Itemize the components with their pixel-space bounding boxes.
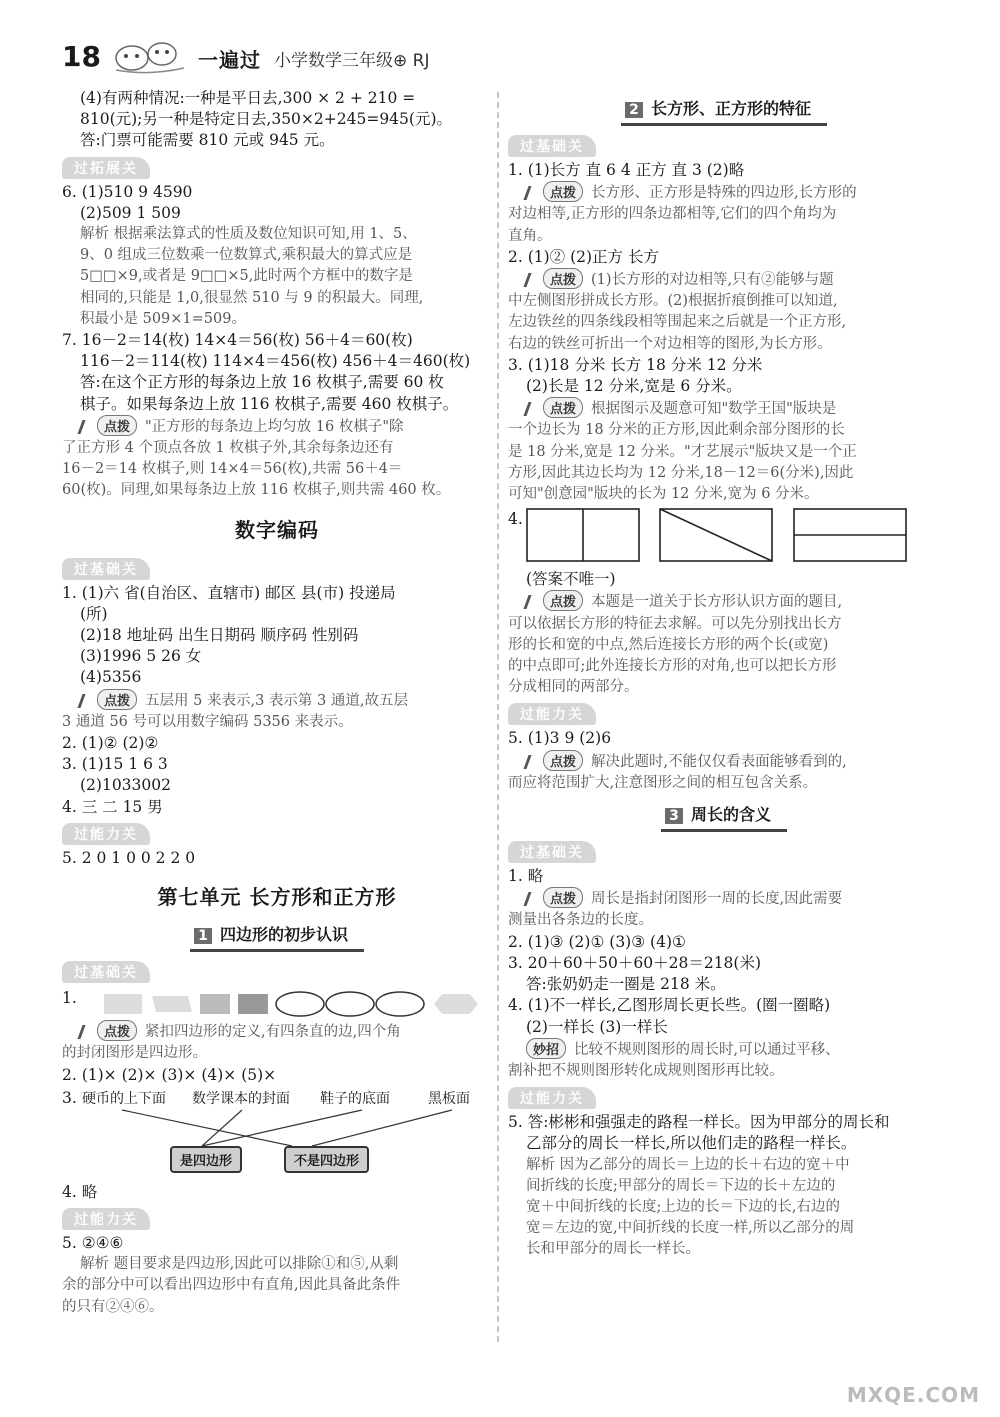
page-header xyxy=(0,30,1000,86)
answer-line: 2. (1)② (2)② xyxy=(62,734,159,753)
answer-line: (2)1033002 xyxy=(80,776,171,795)
tip-line: 方形,因此其边长均为 12 分米,18－12＝6(分米),因此 xyxy=(508,464,854,481)
analysis-line: 余的部分中可以看出四边形中有直角,因此具备此条件 xyxy=(62,1277,401,1294)
matching-diagram: 3. 硬币的上下面 数学课本的封面 鞋子的底面 黑板面 是四边形 不是四边形 xyxy=(62,1088,492,1178)
tip-badge: 点拨 xyxy=(97,415,137,436)
tag-basic: 过基础关 xyxy=(62,961,150,983)
tip-line: 点拨 解决此题时,不能仅仅看表面能够看到的, xyxy=(508,750,940,773)
tip-line: 形的长和宽的中点,然后连接长方形的两个长(或宽) xyxy=(508,636,829,653)
tag-ability: 过能力关 xyxy=(508,703,596,725)
tip-line: 点拨 紧扣四边形的定义,有四条直的边,四个角 xyxy=(62,1020,492,1043)
tip-line: 点拨 根据图示及题意可知"数学王国"版块是 xyxy=(508,397,940,420)
pencil-icon xyxy=(523,595,541,609)
tip-badge: 点拨 xyxy=(543,750,583,771)
cartoon-logo-icon xyxy=(110,36,188,76)
tip-badge: 点拨 xyxy=(543,397,583,418)
pencil-icon xyxy=(523,402,541,416)
tip-line: 可以依据长方形的特征去求解。可以先分别找出长方 xyxy=(508,615,842,632)
tip-line: 直角。 xyxy=(508,227,552,244)
tag-extend: 过拓展关 xyxy=(62,157,150,179)
analysis-line: 长和甲部分的周长一样长。 xyxy=(526,1241,700,1258)
tip-line: 点拨 本题是一道关于长方形认识方面的题目, xyxy=(508,590,940,613)
answer-line: 810(元);另一种是特定日去,350×2+245=945(元)。 xyxy=(80,110,453,129)
answer-line: 答:在这个正方形的每条边上放 16 枚棋子,需要 60 枚 xyxy=(80,373,444,392)
tip-badge: 点拨 xyxy=(543,181,583,202)
trick-line: 妙招 比较不规则图形的周长时,可以通过平移、 xyxy=(508,1038,940,1061)
tip-line: 的中点即可;此外连接长方形的对角,也可以把长方形 xyxy=(508,658,837,675)
answer-line: 2. (1)② (2)正方 长方 xyxy=(508,247,659,266)
analysis-line: 解析 根据乘法算式的性质及数位知识可知,用 1、5、 xyxy=(80,226,417,243)
answer-line: 6. (1)510 9 4590 xyxy=(62,182,193,201)
tag-ability: 过能力关 xyxy=(62,823,150,845)
trick-badge: 妙招 xyxy=(526,1038,566,1059)
subsection-title: 3 周长的含义 xyxy=(508,800,940,832)
tag-basic: 过基础关 xyxy=(508,841,596,863)
answer-line: 答:门票可能需要 810 元或 945 元。 xyxy=(80,131,335,150)
answer-line: (2)509 1 509 xyxy=(80,203,181,222)
answer-line: 1. 略 xyxy=(508,867,544,886)
tip-line: 点拨 "正方形的每条边上均匀放 16 枚棋子"除 xyxy=(62,415,492,438)
tip-line: 的封闭图形是四边形。 xyxy=(62,1045,207,1062)
diagram-label: 鞋子的底面 xyxy=(320,1090,390,1107)
answer-line: 棋子。如果每条边上放 116 枚棋子,需要 460 枚棋子。 xyxy=(80,394,459,413)
brand-logo: 一遍过 xyxy=(198,48,261,72)
pencil-icon xyxy=(77,694,95,708)
pencil-icon xyxy=(523,892,541,906)
answer-line: (2)18 地址码 出生日期码 顺序码 性别码 xyxy=(80,626,359,645)
analysis-line: 宽＝左边的宽,中间折线的长度一样,所以乙部分的周 xyxy=(526,1220,855,1237)
answer-line: 2. (1)③ (2)① (3)③ (4)① xyxy=(508,932,686,951)
answer-line: (2)一样长 (3)一样长 xyxy=(526,1017,668,1036)
diagram-label: 黑板面 xyxy=(428,1090,470,1107)
right-column xyxy=(508,88,940,1261)
shapes-figure: 1. xyxy=(62,988,492,1018)
divided-rectangles xyxy=(526,507,926,567)
tag-basic: 过基础关 xyxy=(508,135,596,157)
section-number: 1 xyxy=(194,928,212,944)
pencil-icon xyxy=(77,420,95,434)
pencil-icon xyxy=(523,755,541,769)
tip-line: 左边铁丝的四条线段相等围起来之后就是一个正方形, xyxy=(508,314,847,331)
answer-line: 5. 2 0 1 0 0 2 2 0 xyxy=(62,848,196,867)
watermark: MXQE.COM xyxy=(846,1383,980,1407)
answer-line: (4)有两种情况:一种是平日去,300 × 2 + 210 = xyxy=(80,89,416,107)
answer-line: (3)1996 5 26 女 xyxy=(80,647,202,666)
subsection-title: 2 长方形、正方形的特征 xyxy=(508,94,940,126)
unit-title: 第七单元 长方形和正方形 xyxy=(157,885,397,910)
answer-line: 5. ②④⑥ xyxy=(62,1233,124,1252)
answer-line: 1. (1)六 省(自治区、直辖市) 邮区 县(市) 投递局 xyxy=(62,583,396,602)
tip-line: 右边的铁丝可折出一个对边相等的图形,为长方形。 xyxy=(508,335,832,352)
analysis-line: 积最小是 509×1=509。 xyxy=(80,310,246,327)
tip-line: 点拨 周长是指封闭图形一周的长度,因此需要 xyxy=(508,887,940,910)
analysis-line: 解析 题目要求是四边形,因此可以排除①和⑤,从剩 xyxy=(80,1256,399,1273)
analysis-line: 的只有②④⑥。 xyxy=(62,1298,164,1315)
pencil-icon xyxy=(77,1025,95,1039)
column-divider xyxy=(497,92,499,1342)
tag-basic: 过基础关 xyxy=(62,558,150,580)
pencil-icon xyxy=(523,273,541,287)
tip-line: 16－2＝14 枚棋子,则 14×4＝56(枚),共需 56＋4＝ xyxy=(62,461,403,478)
answer-line: 116－2＝114(枚) 114×4＝456(枚) 456＋4＝460(枚) xyxy=(80,352,471,371)
tip-line: 测量出各条边的长度。 xyxy=(508,912,653,929)
box-not-quadrilateral: 不是四边形 xyxy=(284,1146,369,1173)
page-number: 18 xyxy=(62,40,101,73)
answer-note: (答案不唯一) xyxy=(526,570,616,589)
answer-line: (4)5356 xyxy=(80,668,142,687)
tip-line: 可知"创意园"版块的长为 12 分米,宽为 6 分米。 xyxy=(508,486,819,503)
analysis-line: 相同的,只能是 1,0,很显然 510 与 9 的积最大。同理, xyxy=(80,289,424,306)
tip-line: 分成相同的两部分。 xyxy=(508,679,639,696)
box-is-quadrilateral: 是四边形 xyxy=(170,1146,242,1173)
section-number: 2 xyxy=(625,102,643,118)
answer-line: 4. 略 xyxy=(62,1182,98,1201)
tip-line: 点拨 五层用 5 来表示,3 表示第 3 通道,故五层 xyxy=(62,689,492,712)
tip-line: 了正方形 4 个顶点各放 1 枚棋子外,其余每条边还有 xyxy=(62,440,394,457)
tip-badge: 点拨 xyxy=(97,1020,137,1041)
analysis-line: 5□□×9,或者是 9□□×5,此时两个方框中的数字是 xyxy=(80,268,413,285)
tip-line: 60(枚)。同理,如果每条边上放 116 枚棋子,则共需 460 枚。 xyxy=(62,482,451,499)
tip-line: 一个边长为 18 分米的正方形,因此剩余部分图形的长 xyxy=(508,422,845,439)
analysis-line: 宽＋中间折线的长度;上边的长＝下边的长,右边的 xyxy=(526,1198,840,1215)
analysis-line: 解析 因为乙部分的周长＝上边的长＋右边的宽＋中 xyxy=(526,1156,850,1173)
tip-line: 而应将范围扩大,注意图形之间的相互包含关系。 xyxy=(508,774,818,791)
tip-line: 是 18 分米,宽是 12 分米。"才艺展示"版块又是一个正 xyxy=(508,443,857,460)
answer-line: (所) xyxy=(80,604,108,623)
answer-line: 4. 三 二 15 男 xyxy=(62,797,163,816)
diagram-label: 数学课本的封面 xyxy=(192,1090,290,1107)
quadrilateral-shapes-figure xyxy=(102,990,482,1018)
answer-line: 5. 答:彬彬和强强走的路程一样长。因为甲部分的周长和 xyxy=(508,1113,890,1132)
tag-ability: 过能力关 xyxy=(62,1208,150,1230)
answer-line: (2)长是 12 分米,宽是 6 分米。 xyxy=(526,377,742,396)
answer-line: 3. (1)15 1 6 3 xyxy=(62,755,168,774)
tip-line: 对边相等,正方形的四条边都相等,它们的四个角均为 xyxy=(508,206,837,223)
answer-line: 3. (1)18 分米 长方 18 分米 12 分米 xyxy=(508,355,763,374)
analysis-line: 9、0 组成三位数乘一位数算式,乘积最大的算式应是 xyxy=(80,247,413,264)
rectangle-division-figure: 4. xyxy=(508,505,940,569)
answer-line: 3. 20＋60＋50＋60＋28＝218(米) xyxy=(508,953,762,972)
tag-ability: 过能力关 xyxy=(508,1087,596,1109)
tip-badge: 点拨 xyxy=(543,887,583,908)
answer-line: 5. (1)3 9 (2)6 xyxy=(508,729,612,748)
answer-line: 4. (1)不一样长,乙图形周长更长些。(圈一圈略) xyxy=(508,996,831,1015)
pencil-icon xyxy=(523,186,541,200)
tip-badge: 点拨 xyxy=(543,268,583,289)
trick-line: 割补把不规则图形转化成规则图形再比较。 xyxy=(508,1062,784,1079)
tip-line: 3 通道 56 号可以用数字编码 5356 来表示。 xyxy=(62,713,353,730)
section-title: 数字编码 xyxy=(235,517,319,542)
answer-line: 7. 16－2＝14(枚) 14×4＝56(枚) 56＋4＝60(枚) xyxy=(62,331,413,350)
answer-line: 1. (1)长方 直 6 4 正方 直 3 (2)略 xyxy=(508,161,745,179)
subsection-title: 1 四边形的初步认识 xyxy=(62,920,492,952)
answer-line: 乙部分的周长一样长,所以他们走的路程一样长。 xyxy=(526,1134,857,1153)
answer-line: 2. (1)× (2)× (3)× (4)× (5)× xyxy=(62,1065,277,1084)
matching-lines xyxy=(62,1108,492,1148)
section-number: 3 xyxy=(665,808,683,824)
tip-line: 点拨 (1)长方形的对边相等,只有②能够与题 xyxy=(508,268,940,291)
diagram-label: 硬币的上下面 xyxy=(82,1090,166,1107)
left-column xyxy=(62,88,492,1318)
tip-badge: 点拨 xyxy=(543,590,583,611)
answer-line: 答:张奶奶走一圈是 218 米。 xyxy=(526,975,726,994)
book-subtitle: 小学数学三年级⊕ RJ xyxy=(274,51,430,71)
tip-line: 中左侧图形拼成长方形。(2)根据折痕倒推可以知道, xyxy=(508,293,838,310)
tip-badge: 点拨 xyxy=(97,689,137,710)
tip-line: 点拨 长方形、正方形是特殊的四边形,长方形的 xyxy=(508,181,940,204)
analysis-line: 间折线的长度;甲部分的周长＝下边的长＋左边的 xyxy=(526,1177,836,1194)
